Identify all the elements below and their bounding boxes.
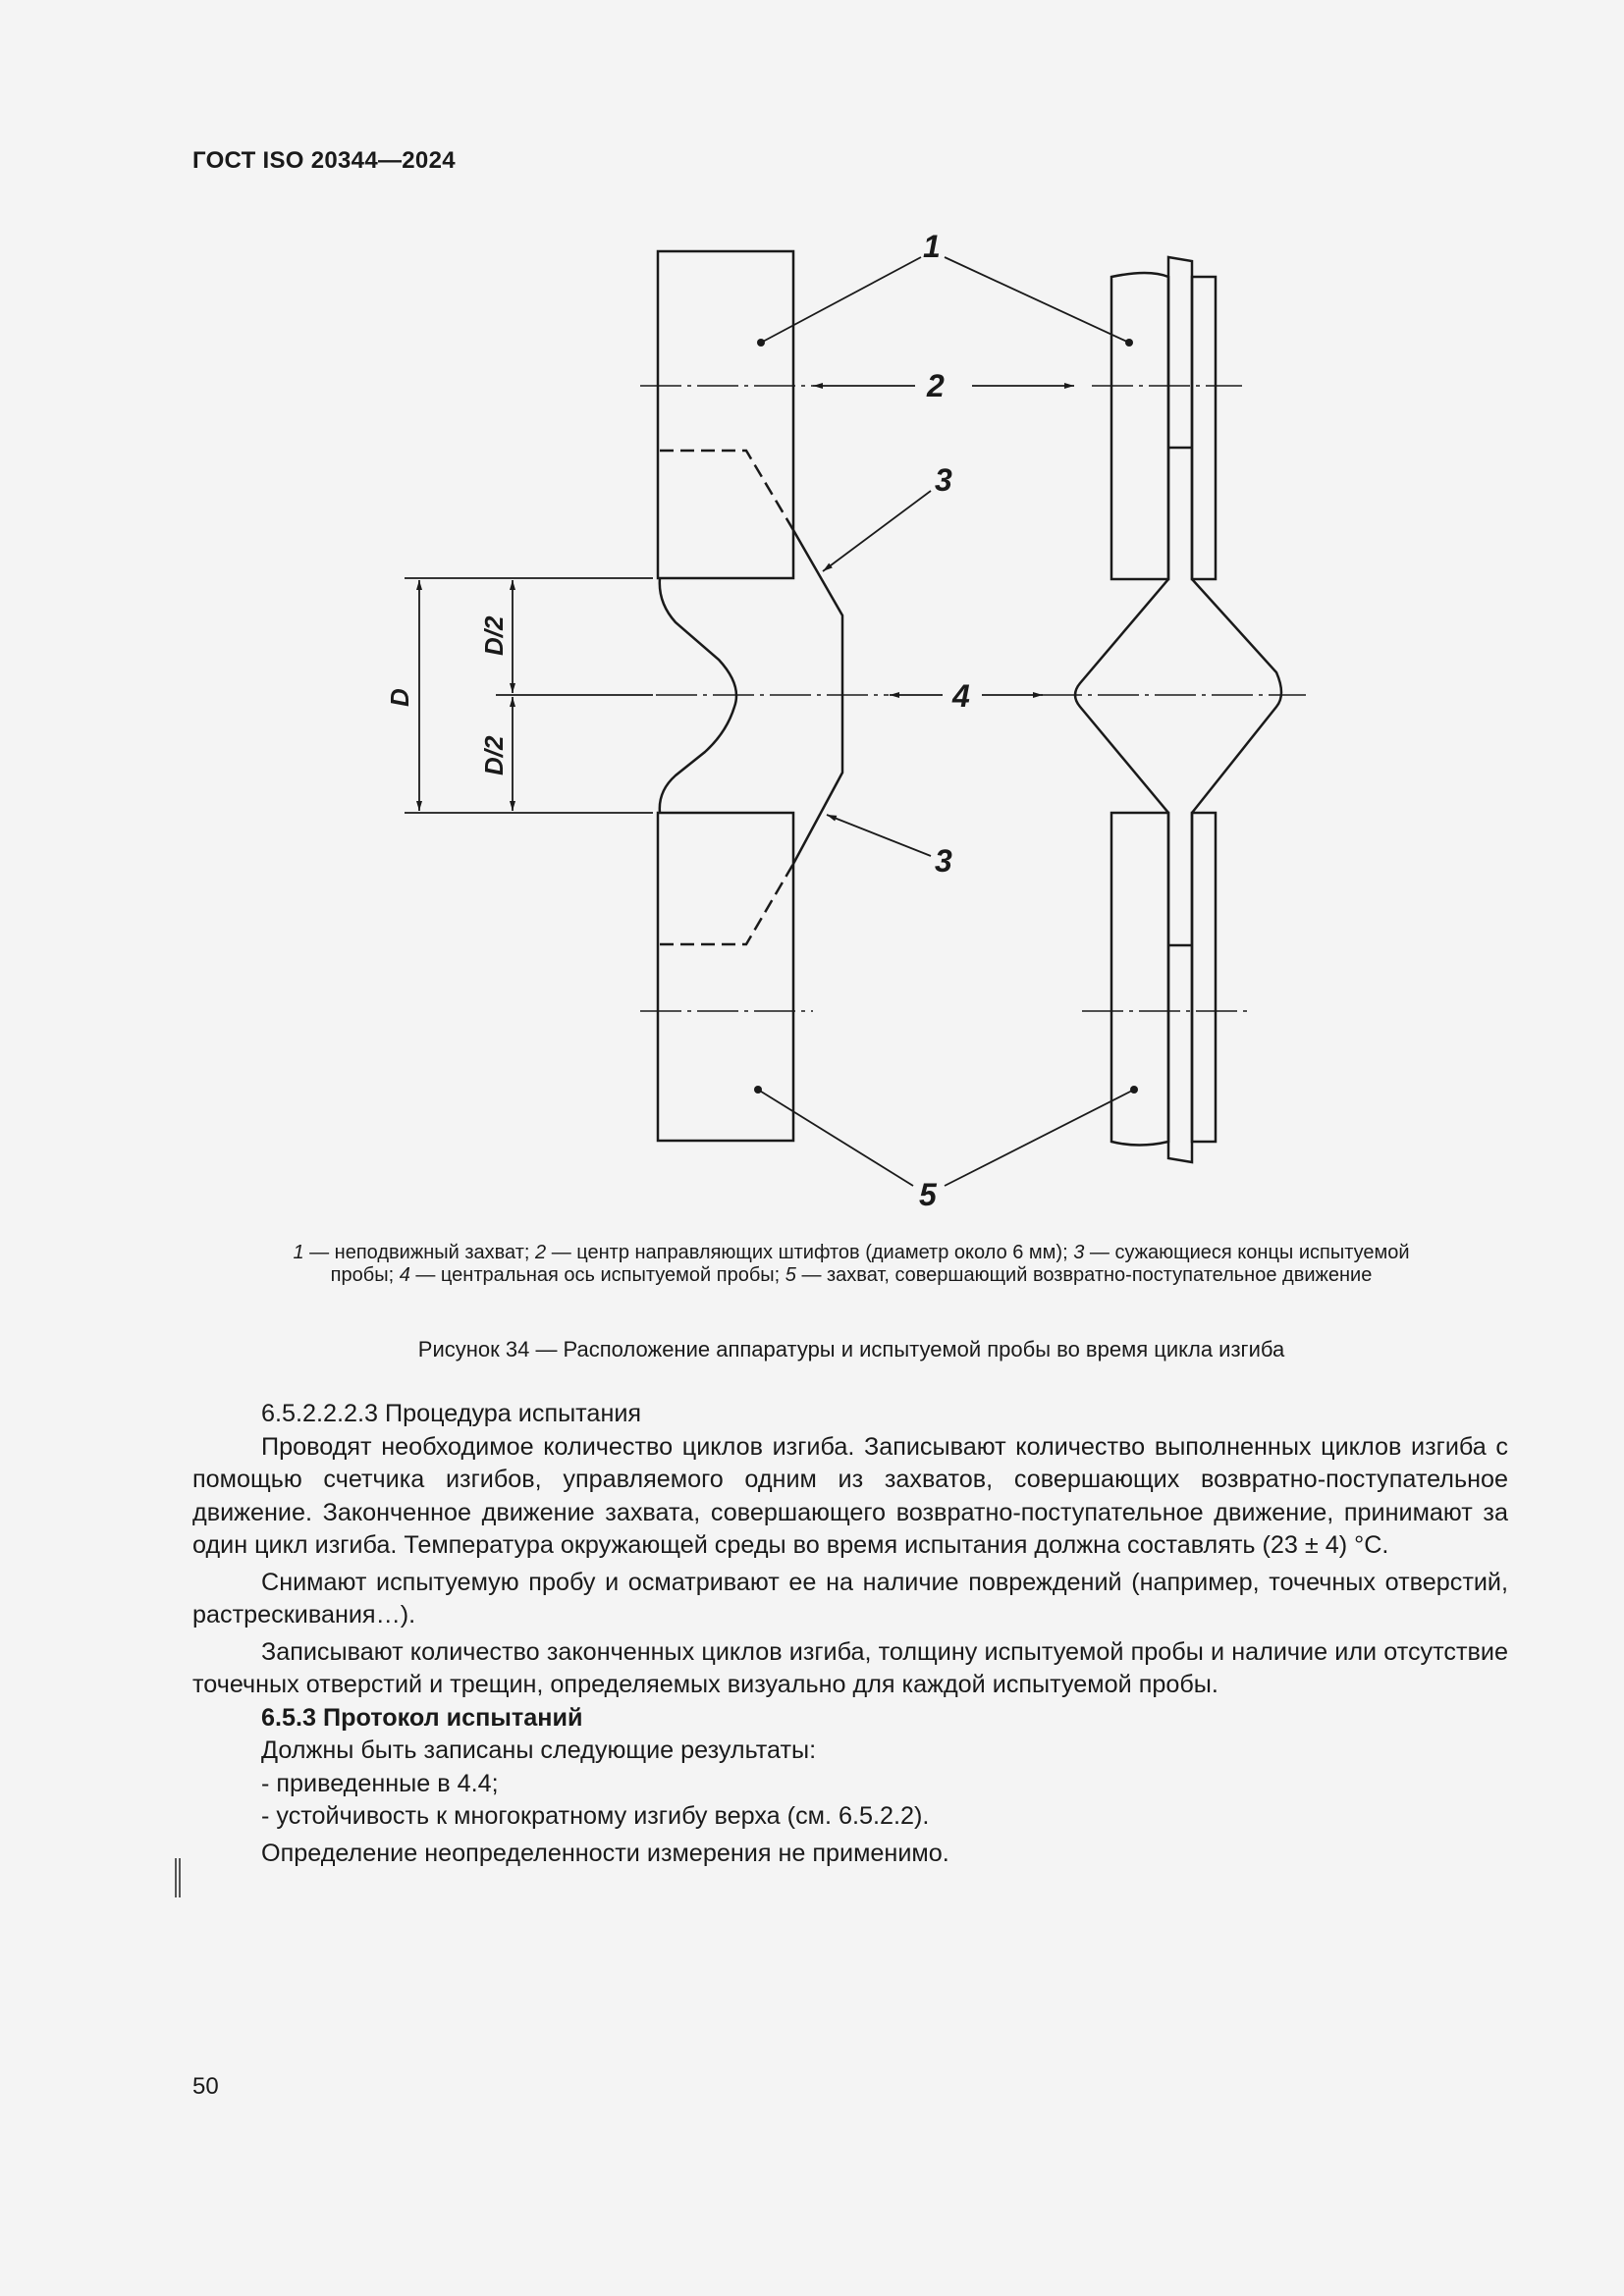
figure-title: Рисунок 34 — Расположение аппаратуры и испытуемой пробы во время цикла изгиба bbox=[417, 1337, 1285, 1362]
specimen-dashed-top bbox=[660, 451, 793, 530]
callout-3-bottom: 3 bbox=[935, 843, 952, 879]
paragraph-3: Записывают количество законченных циклов изгиба, толщину испытуемой пробы и наличие или отсутствие точечных отверстий и трещин, определяемых визуально для каждой испытуемой пробы. bbox=[192, 1637, 1508, 1698]
callout-2: 2 bbox=[927, 368, 945, 403]
figure-legend: 1 — неподвижный захват; 2 — центр направляющих штифтов (диаметр около 6 мм); 3 — сужающиеся концы испытуемой пробы; 4 — центральная ось испытуемой пробы; 5 — захват, совершающий возвратно-поступательное движение bbox=[293, 1242, 1410, 1286]
subsection-heading: 6.5.3 Протокол испытаний bbox=[261, 1703, 583, 1732]
right-fixed-clamp bbox=[1111, 273, 1168, 579]
change-marker-bar bbox=[175, 1858, 181, 1897]
dim-D2-top-label: D/2 bbox=[479, 615, 509, 656]
left-moving-clamp bbox=[658, 813, 793, 1141]
dim-D2-bottom-label: D/2 bbox=[479, 735, 509, 775]
right-moving-plate bbox=[1192, 813, 1216, 1142]
paragraph-5: Определение неопределенности измерения не применимо. bbox=[261, 1839, 949, 1867]
right-fixed-plate bbox=[1192, 277, 1216, 579]
callout-1: 1 bbox=[923, 229, 941, 264]
callout-5: 5 bbox=[919, 1177, 937, 1212]
document-header: ГОСТ ISO 20344—2024 bbox=[192, 147, 456, 174]
right-specimen-strip bbox=[1075, 257, 1281, 1162]
list-item-1: - приведенные в 4.4; bbox=[261, 1769, 499, 1797]
right-moving-clamp bbox=[1111, 813, 1168, 1146]
list-item-2: - устойчивость к многократному изгибу верха (см. 6.5.2.2). bbox=[261, 1802, 930, 1830]
paragraph-1: Проводят необходимое количество циклов изгиба. Записывают количество выполненных циклов изгиба с помощью счетчика изгибов, управляемого одним из захватов, совершающих возвратно-поступательное движение. Законченное движение захвата, совершающего возвратно-поступательное движение, принимают за один цикл изгиба. Температура окружающей среды во время испытания должна составлять (23 ± 4) °C. bbox=[192, 1432, 1508, 1559]
specimen-dashed-bottom bbox=[660, 864, 793, 944]
body-text bbox=[192, 1398, 1508, 1870]
page-number: 50 bbox=[192, 2073, 219, 2100]
callout-4: 4 bbox=[952, 678, 970, 714]
section-heading: 6.5.2.2.2.3 Процедура испытания bbox=[261, 1400, 642, 1427]
specimen-right-profile bbox=[793, 530, 842, 864]
left-fixed-clamp bbox=[658, 251, 793, 578]
paragraph-4: Должны быть записаны следующие результаты: bbox=[261, 1736, 817, 1764]
callout-3-top: 3 bbox=[935, 462, 952, 498]
paragraph-2: Снимают испытуемую пробу и осматривают ее на наличие повреждений (например, точечных отверстий, растрескивания…). bbox=[192, 1568, 1508, 1629]
dim-D-label: D bbox=[385, 688, 414, 707]
